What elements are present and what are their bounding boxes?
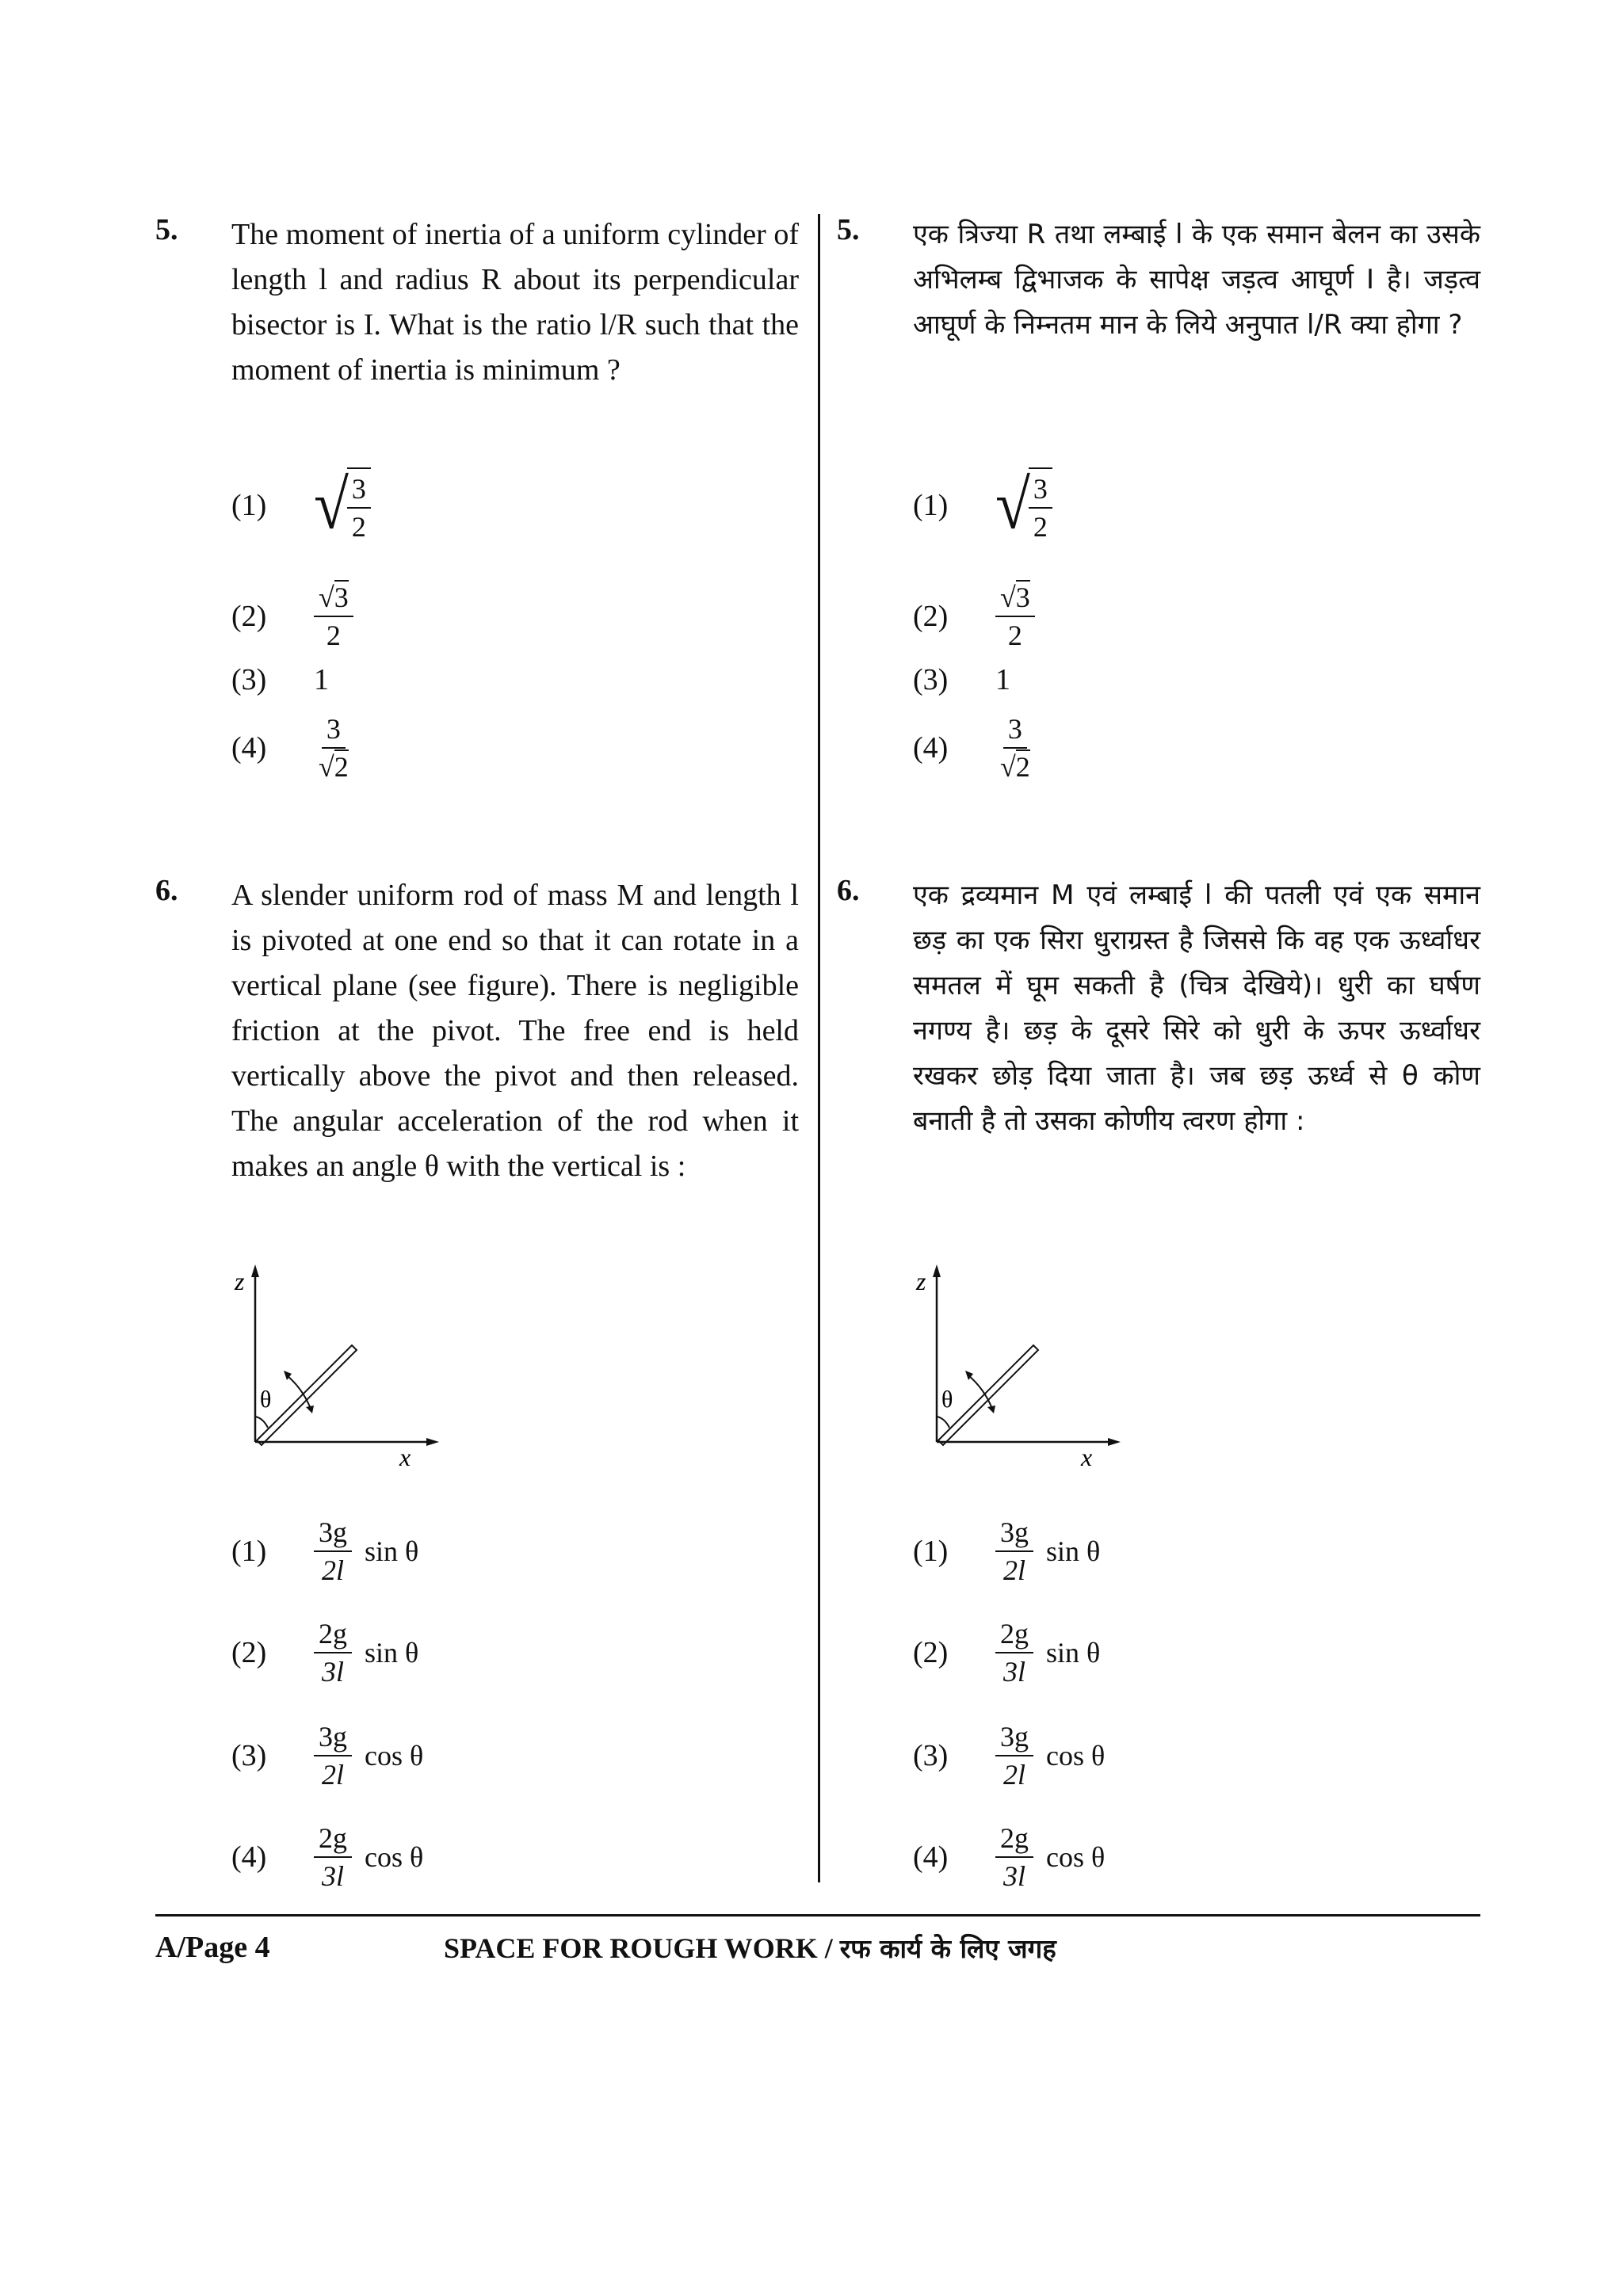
rod-pivot-figure-hi — [913, 1258, 1135, 1472]
fraction: $\frac{√3}{2}$ — [314, 581, 353, 652]
x-axis-arrow — [426, 1438, 439, 1446]
option-label: (2) — [231, 600, 267, 633]
q6-option-3-hi: (3) $\frac{3g}{2l}$ cos θ — [913, 1721, 1106, 1791]
theta-label: θ — [260, 1386, 272, 1413]
question-5-number: 5. — [155, 213, 178, 246]
rod — [938, 1345, 1038, 1445]
angle-arc — [937, 1417, 949, 1428]
q6-option-3: (3) $\frac{3g}{2l}$ cos θ — [231, 1721, 424, 1791]
x-label: x — [1081, 1443, 1093, 1471]
option-label: (1) — [913, 1535, 949, 1568]
rough-work-hi: रफ कार्य के लिए जगह — [839, 1933, 1056, 1964]
sqrt-symbol: √ — [314, 467, 349, 544]
q6-option-1-hi: (1) $\frac{3g}{2l}$ sin θ — [913, 1516, 1101, 1586]
q5-option-3-hi — [913, 656, 1010, 704]
q5-option-2-hi — [913, 577, 1035, 656]
sqrt-fraction: √ $\frac{3}{2}$ — [995, 467, 1052, 543]
q6-option-2: (2) $\frac{2g}{3l}$ sin θ — [231, 1618, 419, 1688]
q5-option-4 — [231, 708, 353, 788]
q6-option-1: (1) $\frac{3g}{2l}$ sin θ — [231, 1516, 419, 1586]
option-label: (3) — [913, 1739, 949, 1772]
question-6-text-en: A slender uniform rod of mass M and length l is pivoted at one end so that it can rotate in a vertical plane (see figure). There is negligible friction at the pivot. The free end is held vertically above the pivot and then released. The angular acceleration of the rod when it makes an angle θ with the vertical is : — [231, 879, 799, 1183]
option-value: 1 — [314, 663, 329, 696]
question-6-number: 6. — [155, 874, 178, 907]
option-label: (2) — [231, 1636, 267, 1669]
question-5-text-hi: एक त्रिज्या R तथा लम्बाई l के एक समान बेलन का उसके अभिलम्ब द्विभाजक के सापेक्ष जड़त्व आघूर्ण I है। जड़त्व आघूर्ण के निम्नतम मान के लिये अनुपात l/R क्या होगा ? — [913, 219, 1480, 341]
option-label: (1) — [231, 489, 267, 522]
fraction: $\frac{3}{√2}$ — [1000, 713, 1030, 783]
question-6-text-hi: एक द्रव्यमान M एवं लम्बाई l की पतली एवं एक समान छड़ का एक सिरा धुराग्रस्त है जिससे कि वह एक ऊर्ध्वाधर समतल में घूम सकती है (चित्र देखिये)। धुरी का घर्षण नगण्य है। छड़ के दूसरे सिरे को धुरी के ऊपर ऊर्ध्वाधर रखकर छोड़ दिया जाता है। जब छड़ ऊर्ध्व से θ कोण बनाती है तो उसका कोणीय त्वरण होगा : — [913, 879, 1480, 1137]
q5-option-3 — [231, 656, 329, 704]
rod — [257, 1345, 357, 1445]
sqrt-fraction: √ $\frac{3}{2}$ — [314, 467, 371, 543]
option-label: (3) — [231, 1739, 267, 1772]
z-axis-arrow — [933, 1264, 941, 1277]
option-label: (2) — [913, 1636, 949, 1669]
q6-option-4: (4) $\frac{2g}{3l}$ cos θ — [231, 1822, 424, 1892]
x-axis-arrow — [1108, 1438, 1121, 1446]
fraction: $\frac{3}{√2}$ — [319, 713, 349, 783]
angle-arc — [255, 1417, 268, 1428]
q6-option-2-hi: (2) $\frac{2g}{3l}$ sin θ — [913, 1618, 1101, 1688]
option-label: (2) — [913, 600, 949, 633]
option-label: (4) — [913, 731, 949, 765]
page-number: A/Page 4 — [155, 1931, 270, 1964]
question-6-number-hi: 6. — [837, 874, 860, 907]
option-label: (3) — [913, 663, 949, 696]
option-label: (1) — [231, 1535, 267, 1568]
fraction: $\frac{√3}{2}$ — [995, 581, 1035, 652]
rotation-arrowhead-b — [306, 1405, 314, 1413]
rotation-arrow — [968, 1375, 992, 1409]
q6-option-4-hi: (4) $\frac{2g}{3l}$ cos θ — [913, 1822, 1106, 1892]
q5-option-2 — [231, 577, 353, 656]
rough-work-en: SPACE FOR ROUGH WORK / — [444, 1932, 840, 1964]
question-5-text-en: The moment of inertia of a uniform cylinder of length l and radius R about its perpendicular bisector is I. What is the ratio l/R such that the moment of inertia is minimum ? — [231, 218, 799, 387]
option-value: 1 — [995, 663, 1010, 696]
q5-option-1-hi — [913, 466, 1052, 545]
z-label: z — [235, 1267, 245, 1295]
q5-option-4-hi — [913, 708, 1035, 788]
column-divider — [818, 214, 820, 1882]
option-label: (3) — [231, 663, 267, 696]
z-axis-arrow — [251, 1264, 259, 1277]
sqrt-symbol: √ — [995, 467, 1030, 544]
z-label: z — [916, 1267, 926, 1295]
x-label: x — [399, 1443, 411, 1471]
option-label: (4) — [231, 731, 267, 765]
question-5-number-hi: 5. — [837, 213, 860, 246]
option-label: (1) — [913, 489, 949, 522]
theta-label: θ — [941, 1386, 953, 1413]
q5-option-1 — [231, 466, 371, 545]
rotation-arrow — [287, 1375, 311, 1409]
rotation-arrowhead-b — [987, 1405, 995, 1413]
option-label: (4) — [231, 1840, 267, 1874]
option-label: (4) — [913, 1840, 949, 1874]
rod-pivot-figure — [231, 1258, 453, 1472]
rough-work-label — [444, 1930, 1056, 1966]
footer-rule — [155, 1914, 1480, 1917]
